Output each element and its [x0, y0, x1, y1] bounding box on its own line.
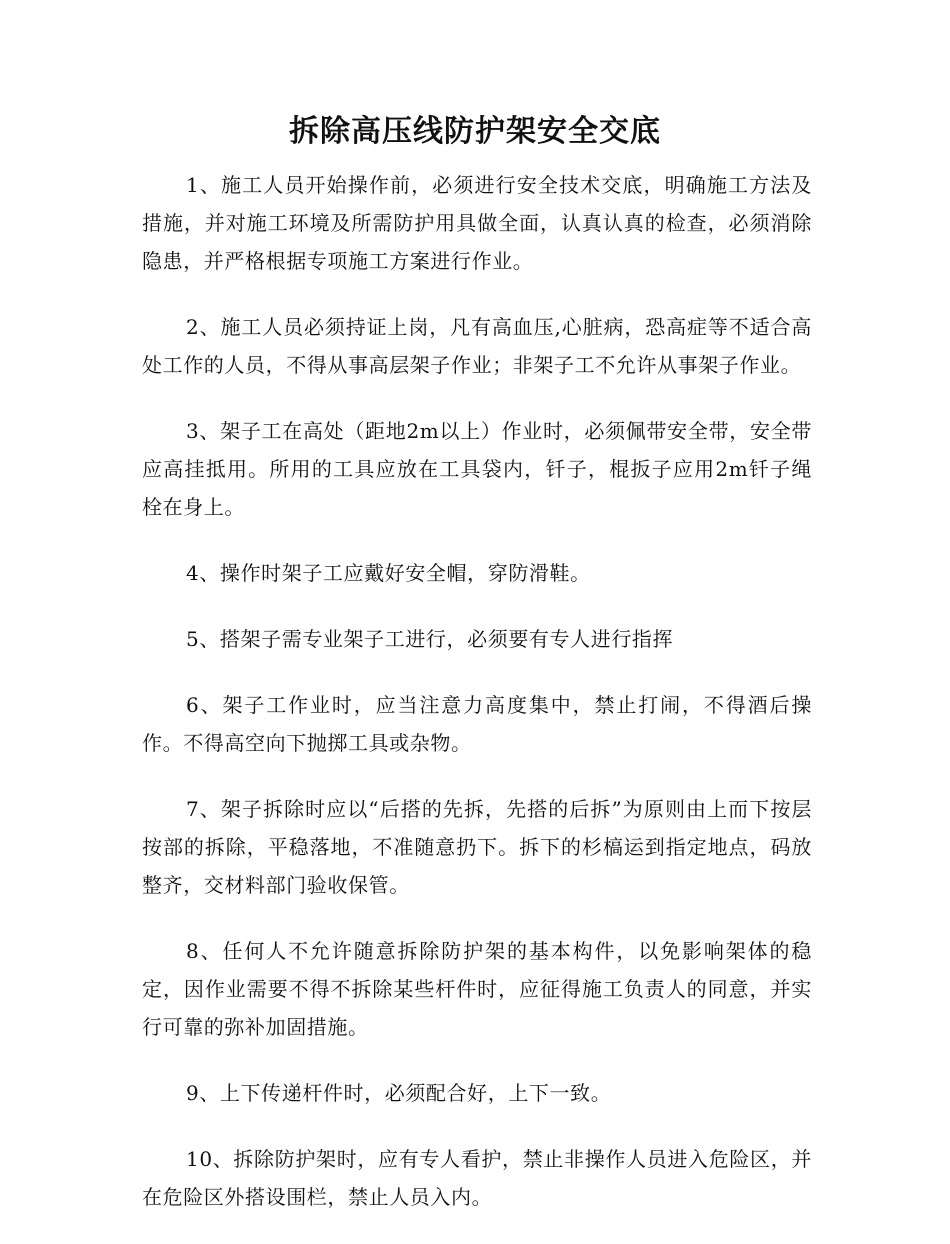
document-title: 拆除高压线防护架安全交底	[289, 114, 661, 149]
paragraph-4: 4、操作时架子工应戴好安全帽，穿防滑鞋。	[186, 561, 591, 585]
paragraph-8: 8、任何人不允许随意拆除防护架的基本构件，以免影响架体的稳定，因作业需要不得不拆除某些杆件时，应征得施工负责人的同意，并实行可靠的弥补加固措施。	[142, 939, 812, 1039]
paragraph-10: 10、拆除防护架时，应有专人看护，禁止非操作人员进入危险区，并在危险区外搭设围栏，禁止人员入内。	[142, 1147, 812, 1209]
paragraph-7: 7、架子拆除时应以“后搭的先拆，先搭的后拆”为原则由上而下按层按部的拆除，平稳落地，不准随意扔下。拆下的杉槁运到指定地点，码放整齐，交材料部门验收保管。	[142, 797, 812, 897]
paragraph-6: 6、架子工作业时，应当注意力高度集中，禁止打闹，不得酒后操作。不得高空向下抛掷工具或杂物。	[142, 693, 812, 755]
paragraph-1: 1、施工人员开始操作前，必须进行安全技术交底，明确施工方法及措施，并对施工环境及所需防护用具做全面，认真认真的检查，必须消除隐患，并严格根据专项施工方案进行作业。	[142, 173, 812, 273]
document-body	[142, 166, 812, 1244]
paragraph-9: 9、上下传递杆件时，必须配合好，上下一致。	[186, 1081, 612, 1105]
paragraph-3: 3、架子工在高处（距地2m以上）作业时，必须佩带安全带，安全带应高挂抵用。所用的工具应放在工具袋内，钎子，棍扳子应用2m钎子绳栓在身上。	[142, 419, 812, 519]
paragraph-2: 2、施工人员必须持证上岗，凡有高血压,心脏病，恐高症等不适合高处工作的人员，不得从事高层架子作业；非架子工不允许从事架子作业。	[142, 315, 812, 377]
paragraph-5: 5、搭架子需专业架子工进行，必须要有专人进行指挥	[186, 627, 674, 651]
